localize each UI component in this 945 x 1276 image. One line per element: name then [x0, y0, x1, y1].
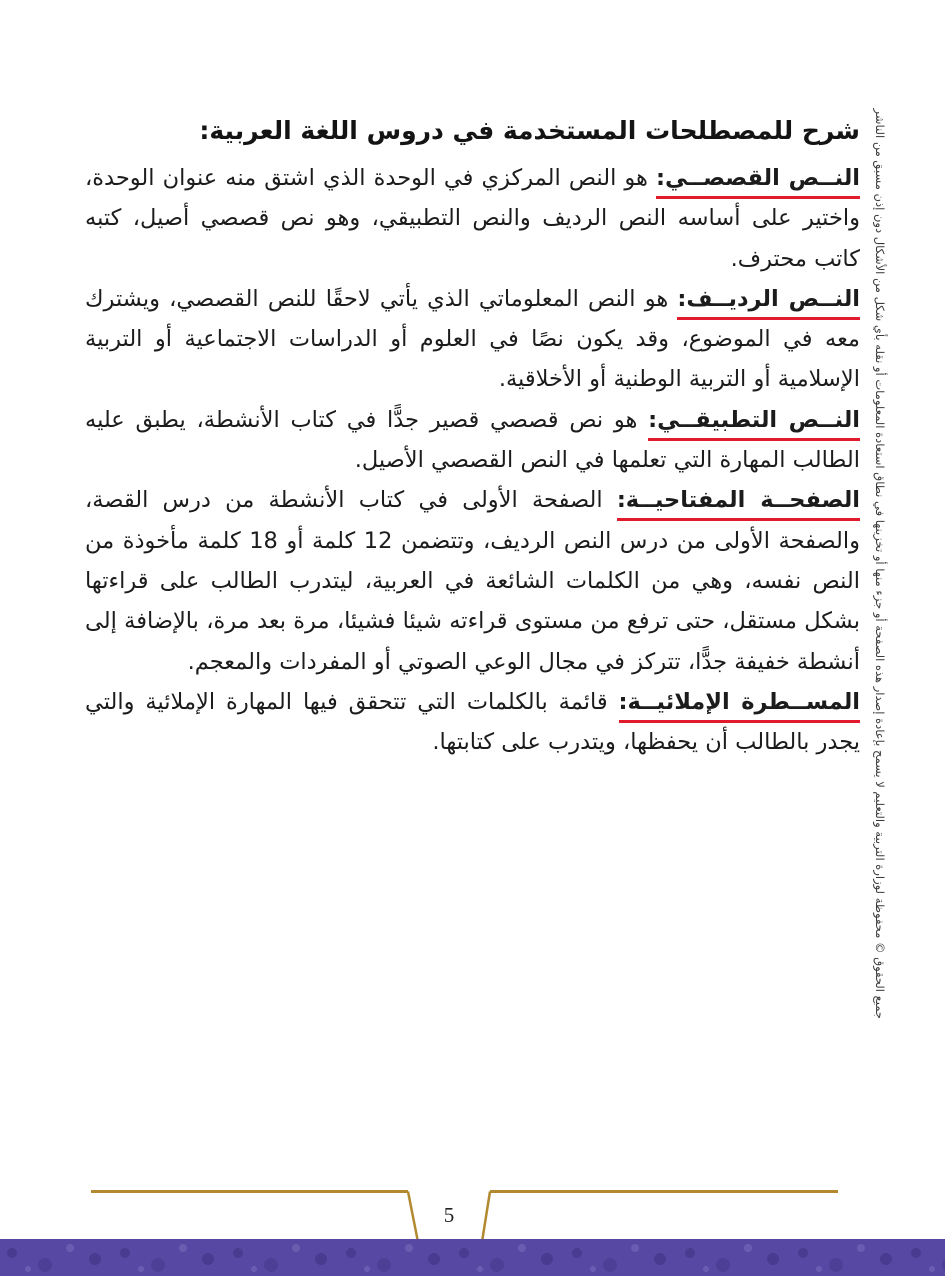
term-companion-text: النــص الرديــف:	[677, 286, 860, 320]
definition-text: هو نص قصصي قصير جدًّا في كتاب الأنشطة، يطبق عليه الطالب المهارة التي تعلمها في النص القصصي الأصيل.	[85, 406, 860, 474]
definition-text: هو النص المركزي في الوحدة الذي اشتق منه عنوان الوحدة، واختير على أساسه النص الرديف والنص التطبيقي، وهو نص قصصي أصيل، كتبه كاتب محترف.	[85, 165, 860, 272]
copyright-notice: جميع الحقوق © محفوظة لوزارة التربية والتعليم لا يسمح بإعادة إصدار هذه الصفحة أو جزء منها أو تخزينها في نطاق استعادة المعلومات أو نقله بأي شكل من الأشكال دون إذن مسبق من الناشر	[873, 108, 887, 1019]
term-story-text: النــص القصصــي:	[656, 165, 860, 199]
footer-rule-left	[91, 1190, 408, 1193]
definition-paragraph	[85, 400, 860, 481]
definition-paragraph	[85, 480, 860, 681]
footer-rule-right	[490, 1190, 838, 1193]
term-spelling-ruler: المســطرة الإملائيــة:	[619, 689, 860, 723]
page-title: شرح للمصطلحات المستخدمة في دروس اللغة العربية:	[199, 116, 860, 145]
term-applied-text: النــص التطبيقــي:	[648, 407, 860, 441]
bottom-ornament-band	[0, 1239, 945, 1276]
definition-paragraph	[85, 279, 860, 400]
definition-text: الصفحة الأولى في كتاب الأنشطة من درس القصة، والصفحة الأولى من درس النص الرديف، وتتضمن 12 كلمة أو 18 كلمة مأخوذة من النص نفسه، وهي من الكلمات الشائعة في العربية، ليتدرب الطالب على قراءتها بشكل مستقل، حتى ترفع من مستوى قراءته شيئا فشيئا، مرة بعد مرة، بالإضافة إلى أنشطة خفيفة جدًّا، تتركز في مجال الوعي الصوتي أو المفردات والمعجم.	[85, 487, 860, 675]
definition-text: هو النص المعلوماتي الذي يأتي لاحقًا للنص القصصي، ويشترك معه في الموضوع، وقد يكون نصًا في العلوم أو الدراسات الاجتماعية أو التربية الإسلامية أو التربية الوطنية أو الأخلاقية.	[85, 285, 860, 393]
definition-paragraph	[85, 682, 860, 763]
definition-text: قائمة بالكلمات التي تتحقق فيها المهارة الإملائية والتي يجدر بالطالب أن يحفظها، ويتدرب على كتابتها.	[85, 688, 860, 756]
term-key-page: الصفحــة المفتاحيــة:	[617, 487, 860, 521]
definition-paragraph	[85, 158, 860, 279]
page-number: 5	[443, 1203, 455, 1227]
terms-definitions-list	[85, 158, 860, 762]
